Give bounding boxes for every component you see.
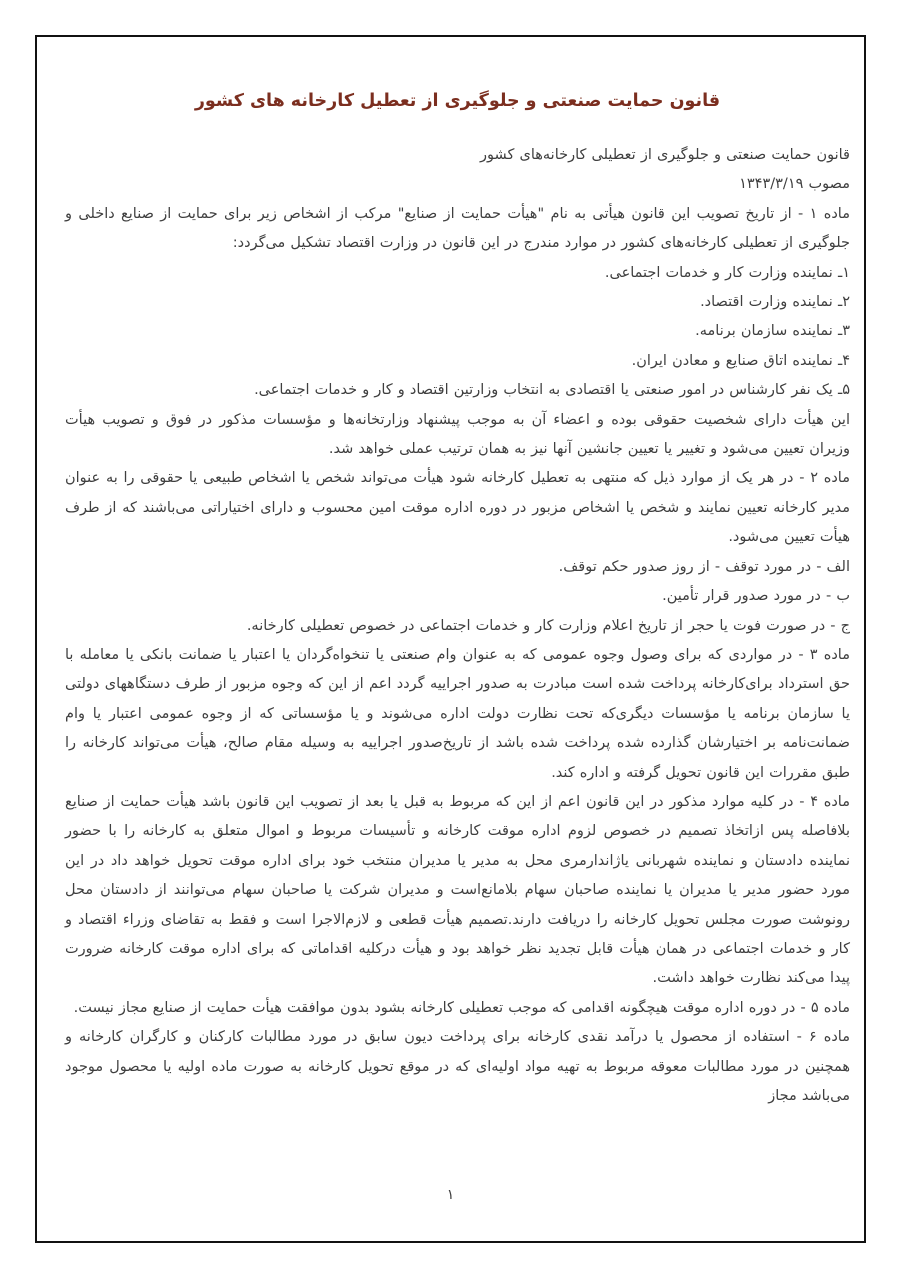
document-paragraph: ۵ـ یک نفر کارشناس در امور صنعتی یا اقتصادی به انتخاب وزارتین اقتصاد و کار و خدمات اجتماعی. <box>254 382 850 399</box>
document-paragraph: ماده ۶ - استفاده از محصول یا درآمد نقدی کارخانه برای پرداخت دیون سابق در مورد مطالبات کارکنان و کارگران کارخانه و همچنین در مورد مطالبات معوقه مربوط به تهیه مواد اولیه‌ای که در موقع تحویل کارخانه به صورت ماده اولیه یا محصول موجود می‌باشد مجاز <box>65 1029 850 1104</box>
document-paragraph: ب - در مورد صدور قرار تأمین. <box>662 588 850 605</box>
document-paragraph: ۲ـ نماینده وزارت اقتصاد. <box>700 294 850 311</box>
document-paragraph: الف - در مورد توقف - از روز صدور حکم توقف. <box>558 558 850 575</box>
page-border <box>35 35 866 1243</box>
document-body <box>65 141 850 1111</box>
page-number: ۱ <box>446 1187 455 1203</box>
document-paragraph: ج - در صورت فوت یا حجر از تاریخ اعلام وزارت کار و خدمات اجتماعی در خصوص تعطیلی کارخانه. <box>246 617 850 634</box>
document-paragraph: ماده ۳ - در مواردی که برای وصول وجوه عمومی که به عنوان وام صنعتی یا تنخواه‌گردان یا اعتبار یا ضمانت بانکی یا معامله با حق استرداد برای‌کارخانه پرداخت شده است مبادرت به صدور اجراییه گردد اعم از این که وجوه مزبور از طرف دستگاههای دولتی یا سازمان برنامه یا مؤسسات دیگری‌که تحت نظارت دولت اداره می‌شوند و یا مؤسساتی که از وجوه عمومی اعتبار یا وام ضمانت‌نامه بر اختیارشان گذارده شده پرداخت شده باشد از تاریخ‌صدور اجراییه به وسیله مقام صالح، هیأت می‌تواند کارخانه را طبق مقررات این قانون تحویل گرفته و اداره کند. <box>65 646 850 781</box>
document-paragraph: مصوب ۱۳۴۳/۳/۱۹ <box>739 176 850 193</box>
document-paragraph: ماده ۲ - در هر یک از موارد ذیل که منتهی به تعطیل کارخانه شود هیأت می‌تواند شخص یا اشخاص طبیعی یا حقوقی را به عنوان مدیر کارخانه تعیین نمایند و شخص یا اشخاص مزبور در دوره اداره موقت امین محسوب و دارای اختیاراتی می‌باشند که از طرف هیأت تعیین می‌شود. <box>65 470 850 546</box>
document-paragraph: این هیأت دارای شخصیت حقوقی بوده و اعضاء آن به موجب پیشنهاد وزارتخانه‌ها و مؤسسات مذکور در فوق و تصویب هیأت وزیران تعیین می‌شود و تغییر یا تعیین جانشین آنها نیز به همان ترتیب عملی خواهد شد. <box>65 411 850 458</box>
document-paragraph: ماده ۱ - از تاریخ تصویب این قانون هیأتی به نام "هیأت حمایت از صنایع" مرکب از اشخاص زیر برای حمایت از صنایع داخلی و جلوگیری از تعطیلی کارخانه‌های کشور در موارد مندرج در این قانون در وزارت اقتصاد تشکیل می‌گردد: <box>65 205 850 252</box>
document-paragraph: ماده ۵ - در دوره اداره موقت هیچگونه اقدامی که موجب تعطیلی کارخانه بشود بدون موافقت هیأت حمایت از صنایع مجاز نیست. <box>73 999 850 1016</box>
document-paragraph: قانون حمایت صنعتی و جلوگیری از تعطیلی کارخانه‌های کشور <box>480 147 850 163</box>
document-title: قانون حمایت صنعتی و جلوگیری از تعطیل کارخانه های کشور <box>194 91 721 111</box>
document-paragraph: ۴ـ نماینده اتاق صنایع و معادن ایران. <box>631 352 850 369</box>
document-paragraph: ۱ـ نماینده وزارت کار و خدمات اجتماعی. <box>604 264 850 281</box>
document-paragraph: ماده ۴ - در کلیه موارد مذکور در این قانون اعم از این که مربوط به قبل یا بعد از تصویب این قانون باشد هیأت حمایت از صنایع بلافاصله پس ازاتخاذ تصمیم در خصوص لزوم اداره موقت کارخانه و تأسیسات مربوط و اموال متعلق به کارخانه را با حضور نماینده دادستان و نماینده شهربانی یاژاندارمری محل به مدیر یا مدیران منتخب خود برای اداره موقت تحویل خواهد داد در این مورد حضور مدیر یا مدیران یا نماینده صاحبان سهام بلامانع‌است و مدیران شرکت یا صاحبان سهام می‌توانند از دادستان محل رونوشت صورت مجلس تحویل کارخانه را دریافت دارند.تصمیم هیأت قطعی و لازم‌الاجرا است و فقط به تقاضای وزراء اقتصاد و کار و خدمات اجتماعی در همان هیأت قابل تجدید نظر خواهد بود و هیأت درکلیه اقداماتی که برای اداره موقت کارخانه ضرورت پیدا می‌کند نظارت خواهد داشت. <box>65 793 850 987</box>
document-paragraph: ۳ـ نماینده سازمان برنامه. <box>695 323 850 340</box>
